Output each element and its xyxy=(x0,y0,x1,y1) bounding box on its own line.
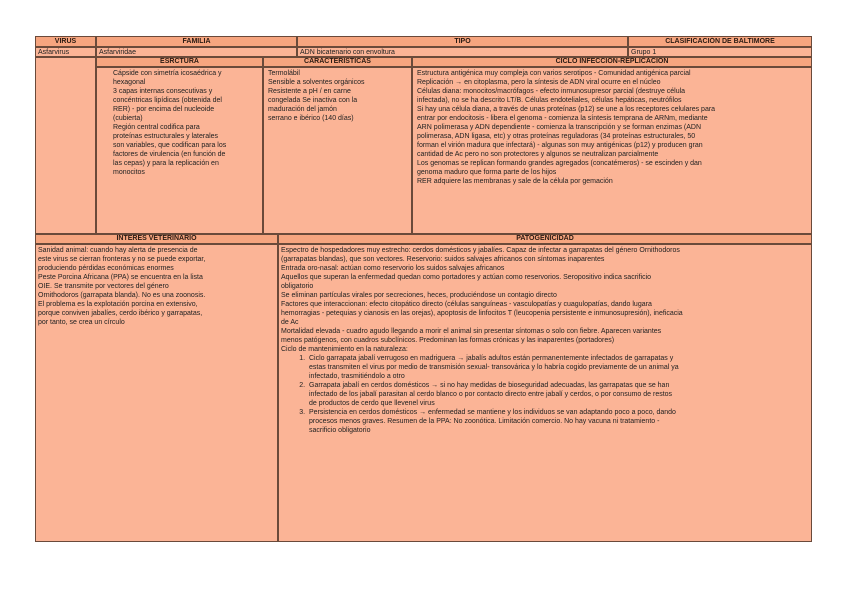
header-baltimore: CLASIFICACIÓN DE BALTIMORE xyxy=(628,36,812,47)
header-virus: VIRUS xyxy=(35,36,96,47)
ciclo-line: genoma maduro que forma parte de los hijos xyxy=(417,168,557,176)
patogenicidad-line: Se eliminan partículas virales por secreciones, heces, produciéndose un contagio directo xyxy=(281,291,557,299)
interes-line: produciendo pérdidas económicas enormes xyxy=(38,264,174,272)
header-patogenicidad: PATOGENICIDAD xyxy=(278,234,812,244)
patogenicidad-line: hemorragias - petequias y cianosis en las orejas), apoptosis de linfocitos T (leucopenia persistente e inmunosupresión), ineficacia xyxy=(281,309,683,317)
interes-line: porque conviven jabalíes, cerdo ibérico y garrapatas, xyxy=(38,309,203,317)
baltimore-value: Grupo 1 xyxy=(628,47,812,57)
ciclo-line: Replicación → en citoplasma, pero la síntesis de ADN viral ocurre en el núcleo xyxy=(417,78,661,86)
caracteristicas-line: Resistente a pH / en carne xyxy=(268,87,351,95)
mantenimiento-list xyxy=(281,354,809,435)
interes-cell xyxy=(35,244,278,542)
interes-line: Peste Porcina Africana (PPA) se encuentra en la lista xyxy=(38,273,203,281)
caracteristicas-text xyxy=(268,69,409,123)
ciclo-line: Los genomas se replican formando grandes agregados (concatémeros) - se escinden y dan xyxy=(417,159,702,167)
ciclo-line: cantidad de Ac pero no son protectores y algunos se neutralizan parcialmente xyxy=(417,150,659,158)
estructura-line: Región central codifica para xyxy=(113,123,200,131)
ciclo-line: infectada), no se ha descrito LT/B. Células endoteliales, células hepáticas, neutrófilos xyxy=(417,96,682,104)
header-estructura: ESRCTURA xyxy=(96,57,263,67)
ciclo-cell xyxy=(412,67,812,234)
patogenicidad-cell xyxy=(278,244,812,542)
interes-text xyxy=(38,246,275,327)
mantenimiento-item-line: infectado de los jabalí parasitan al cerdo blanco o por contacto directo entre jabalí y cerdos, o por consumo de restos xyxy=(309,390,673,398)
mantenimiento-item-line: 3. Persistencia en cerdos domésticos → enfermedad se mantiene y los individuos se van adaptando poco a poco, dando xyxy=(309,408,676,416)
ciclo-line: polimerasa, ADN ligasa, etc) y otras proteínas reguladoras (34 proteínas estructurales, 50 xyxy=(417,132,696,140)
estructura-line: RER) - por encima del nucleoide xyxy=(113,105,215,113)
mantenimiento-item-line: infectado, trasmitiéndolo a otro xyxy=(309,372,405,380)
patogenicidad-line: de Ac xyxy=(281,318,299,326)
ciclo-line: entrar por endocitosis - libera el genoma - comienza la síntesis temprana de ARNm, mediante xyxy=(417,114,708,122)
estructura-line: (cubierta) xyxy=(113,114,143,122)
ciclo-text xyxy=(417,69,809,186)
mantenimiento-item-line: 2. Garrapata jabalí en cerdos domésticos → si no hay medidas de bioseguridad adecuadas, las garrapatas que se han xyxy=(309,381,670,389)
interes-line: El problema es la explotación porcina en extensivo, xyxy=(38,300,198,308)
patogenicidad-line: Espectro de hospedadores muy estrecho: cerdos domésticos y jabalíes. Capaz de infectar a garrapatas del género Ornithodoros xyxy=(281,246,680,254)
patogenicidad-line: (garrapatas blandas), que son vectores. Reservorio: suidos salvajes africanos con síntomas inaparentes xyxy=(281,255,605,263)
estructura-line: proteínas estructurales y laterales xyxy=(113,132,219,140)
mantenimiento-item-line: estas transmiten el virus por medio de transmisión sexual- transovárica y lo habría cogido previamente de un animal ya xyxy=(309,363,679,371)
mantenimiento-list-item xyxy=(307,354,809,381)
mantenimiento-list-item xyxy=(307,408,809,435)
caracteristicas-line: congelada Se inactiva con la xyxy=(268,96,358,104)
ciclo-line: ARN polimerasa y ADN dependiente - comienza la transcripción y se forman enzimas (ADN xyxy=(417,123,702,131)
ciclo-line: forman el virión madura que infectará) - algunas son muy antigénicas (p12) y producen gran xyxy=(417,141,703,149)
interes-line: Sanidad animal: cuando hay alerta de presencia de xyxy=(38,246,198,254)
mantenimiento-list-item xyxy=(307,381,809,408)
familia-value: Asfarviridae xyxy=(96,47,297,57)
estructura-line: concéntricas lipídicas (obtenida del xyxy=(113,96,222,104)
caracteristicas-cell xyxy=(263,67,412,234)
header-interes: INTERÉS VETERINARIO xyxy=(35,234,278,244)
tipo-value: ADN bicatenario con envoltura xyxy=(297,47,628,57)
caracteristicas-line: serrano e ibérico (140 días) xyxy=(268,114,354,122)
patogenicidad-line: menos patógenos, con cuadros subclínicos. Predominan las formas crónicas y las inaparentes (portadores) xyxy=(281,336,615,344)
ciclo-line: Si hay una célula diana, a través de unas proteínas (p12) se une a los receptores celulares para xyxy=(417,105,716,113)
interes-line: este virus se cierran fronteras y no se puede exportar, xyxy=(38,255,206,263)
estructura-line: Cápside con simetría icosaédrica y xyxy=(113,69,222,77)
patogenicidad-line: Aquellos que superan la enfermedad quedan como portadores y actúan como reservorios. Seropositivo indica sacrificio xyxy=(281,273,652,281)
caracteristicas-line: Termolábil xyxy=(268,69,300,77)
patogenicidad-line: Factores que interaccionan: efecto citopático directo (células sanguíneas - vasculopatías y cuagulopatías, dando lugara xyxy=(281,300,652,308)
patogenicidad-line: Ciclo de mantenimiento en la naturaleza: xyxy=(281,345,408,353)
ciclo-line: RER adquiere las membranas y sale de la célula por gemación xyxy=(417,177,613,185)
estructura-line: factores de virulencia (en función de xyxy=(113,150,226,158)
estructura-line: las cepas) y para la replicación en xyxy=(113,159,219,167)
header-caracteristicas: CARACTERÍSTICAS xyxy=(263,57,412,67)
mantenimiento-item-line: procesos menos graves. Resumen de la PPA: No zoonótica. Limitación comercio. No hay vacuna ni tratamiento - xyxy=(309,417,660,425)
caracteristicas-line: Sensible a solventes orgánicos xyxy=(268,78,365,86)
estructura-line: 3 capas internas consecutivas y xyxy=(113,87,213,95)
estructura-line: hexagonal xyxy=(113,78,146,86)
estructura-text xyxy=(113,69,260,177)
virus-name: Asfarvirus xyxy=(35,47,96,57)
estructura-cell xyxy=(96,67,263,234)
header-familia: FAMILIA xyxy=(96,36,297,47)
mantenimiento-item-line: sacrificio obligatorio xyxy=(309,426,371,434)
interes-line: por tanto, se crea un círculo xyxy=(38,318,125,326)
estructura-line: son variables, que codifican para los xyxy=(113,141,227,149)
caracteristicas-line: maduración del jamón xyxy=(268,105,337,113)
ciclo-line: Células diana: monocitos/macrófagos - efecto inmunosupresor parcial (destruye célula xyxy=(417,87,686,95)
mantenimiento-item-line: de productos de cerdo que llevenel virus xyxy=(309,399,435,407)
ciclo-line: Estructura antigénica muy compleja con varios serotipos - Comunidad antigénica parcial xyxy=(417,69,691,77)
patogenicidad-line: Mortalidad elevada - cuadro agudo llegando a morir el animal sin presentar síntomas o solo con fiebre. Aparecen variantes xyxy=(281,327,662,335)
header-ciclo: CICLO INFECCIÓN-REPLICACIÓN xyxy=(412,57,812,67)
interes-line: Ornithodoros (garrapata blanda). No es una zoonosis. xyxy=(38,291,206,299)
header-tipo: TIPO xyxy=(297,36,628,47)
virus-empty-cell xyxy=(35,57,96,234)
mantenimiento-item-line: 1. Ciclo garrapata jabalí verrugoso en madriguera → jabalís adultos están permanentemente infectados de garrapatas y xyxy=(309,354,674,362)
patogenicidad-text xyxy=(281,246,809,354)
patogenicidad-line: obligatorio xyxy=(281,282,314,290)
patogenicidad-line: Entrada oro-nasal: actúan como reservorio los suidos salvajes africanos xyxy=(281,264,505,272)
estructura-line: monocitos xyxy=(113,168,145,176)
interes-line: OIE. Se transmite por vectores del género xyxy=(38,282,169,290)
